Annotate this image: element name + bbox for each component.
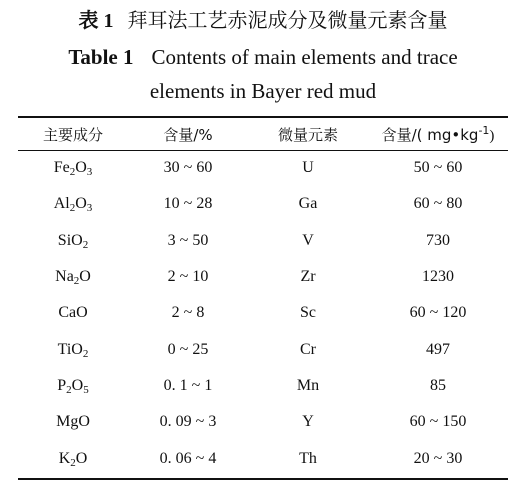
cell-trace-content: 497 xyxy=(426,340,450,358)
header-content-mg-per-kg: 含量/( $mg•kg^{-1}$) xyxy=(381,123,495,144)
header-trace-element: 微量元素 xyxy=(277,125,338,144)
table-row xyxy=(18,331,508,367)
cell-trace-element: Sc xyxy=(300,304,316,322)
cell-trace-element: V xyxy=(302,231,314,249)
table-row xyxy=(18,223,508,259)
table-row xyxy=(18,259,508,295)
cell-main-component: CaO xyxy=(58,304,88,322)
table-caption-chinese xyxy=(0,6,526,36)
table-row xyxy=(18,368,508,404)
table-row xyxy=(18,150,508,186)
cell-trace-content: 1230 xyxy=(422,268,454,286)
cell-main-component: $P_2O_5$ xyxy=(57,376,89,396)
table-title-english-line2: elements in Bayer red mud xyxy=(149,79,377,103)
cell-content-percent: 2 ~ 10 xyxy=(167,268,209,286)
cell-content-percent: 30 ~ 60 xyxy=(163,159,213,177)
composition-table xyxy=(18,118,508,477)
cell-trace-content: 730 xyxy=(426,231,450,249)
header-main-component: 主要成分 xyxy=(42,125,103,144)
cell-main-component: $Fe_2O_3$ xyxy=(53,159,93,179)
table-caption-english xyxy=(0,40,526,108)
cell-trace-content: 60 ~ 80 xyxy=(413,195,463,213)
table-label-english: Table 1 xyxy=(68,45,134,69)
header-content-percent: 含量/% xyxy=(163,125,213,144)
table-row xyxy=(18,295,508,331)
cell-content-percent: 0. 1 ~ 1 xyxy=(163,376,213,394)
cell-trace-element: Y xyxy=(302,413,314,431)
cell-trace-element: Cr xyxy=(300,340,316,358)
cell-trace-content: 60 ~ 120 xyxy=(409,304,467,322)
table-row xyxy=(18,186,508,222)
cell-trace-element: Th xyxy=(299,449,317,467)
cell-content-percent: 3 ~ 50 xyxy=(167,231,209,249)
cell-main-component: $Al_2O_3$ xyxy=(53,195,93,215)
table-header-row xyxy=(18,118,508,150)
cell-content-percent: 0. 09 ~ 3 xyxy=(159,413,217,431)
cell-trace-content: 20 ~ 30 xyxy=(413,449,463,467)
table-body xyxy=(18,150,508,477)
cell-main-component: TiO$_2$ xyxy=(57,340,89,360)
cell-main-component: SiO$_2$ xyxy=(57,231,89,251)
cell-main-component: $K_2O$ xyxy=(58,449,88,469)
cell-main-component: $Na_2O$ xyxy=(55,268,91,288)
cell-trace-element: Ga xyxy=(298,195,318,213)
cell-trace-element: Zr xyxy=(300,268,316,286)
cell-trace-element: U xyxy=(302,159,314,177)
table-bottom-rule xyxy=(18,478,508,480)
table-row xyxy=(18,404,508,440)
table-row xyxy=(18,440,508,476)
cell-trace-element: Mn xyxy=(296,376,320,394)
table-title-chinese: 拜耳法工艺赤泥成分及微量元素含量 xyxy=(127,10,448,32)
cell-trace-content: 85 xyxy=(430,376,446,394)
cell-main-component: MgO xyxy=(56,413,90,431)
cell-content-percent: 2 ~ 8 xyxy=(171,304,205,322)
cell-content-percent: 0. 06 ~ 4 xyxy=(159,449,217,467)
cell-content-percent: 0 ~ 25 xyxy=(167,340,209,358)
cell-trace-content: 60 ~ 150 xyxy=(409,413,467,431)
cell-content-percent: 10 ~ 28 xyxy=(163,195,213,213)
table-title-english-line1: Contents of main elements and trace xyxy=(151,45,458,69)
table-label-chinese: 表 1 xyxy=(78,10,114,32)
cell-trace-content: 50 ~ 60 xyxy=(413,159,463,177)
